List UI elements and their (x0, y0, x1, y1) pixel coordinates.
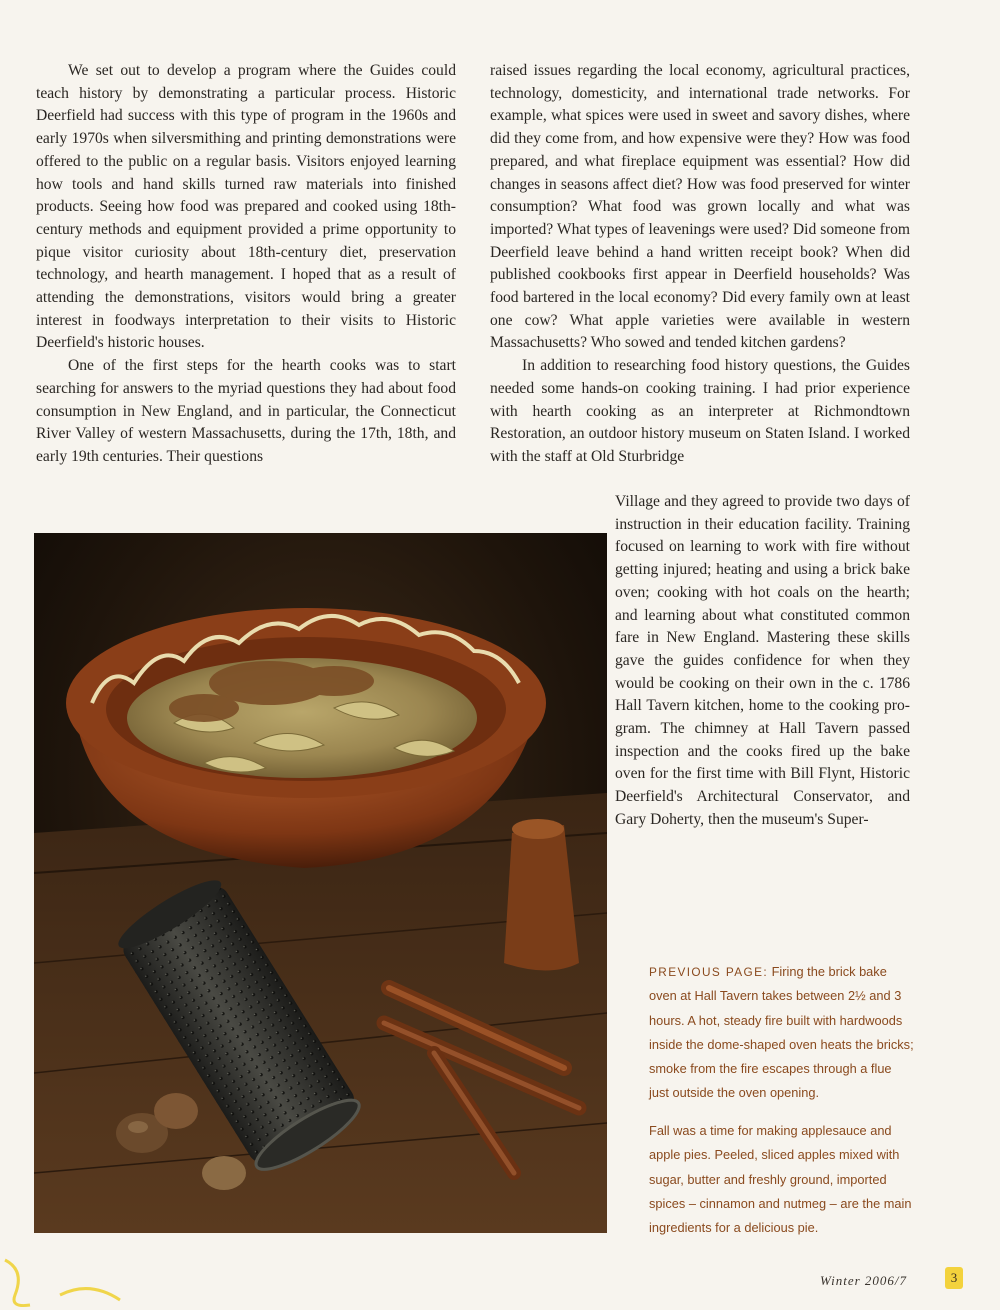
paragraph-research-questions: One of the first steps for the hearth cooks was to start searching for answers to the myriad questions they had about food consumption in New England, and in particular, the Connecticut River Valley of western Massachusetts, during the 17th, 18th, and early 19th centuries. Their questions (36, 357, 456, 465)
caption-previous-label: PREVIOUS PAGE: (649, 965, 769, 979)
corner-swirl-decoration (0, 1250, 140, 1310)
paragraph-questions-continued: raised issues regarding the local economy, agricultural practices, technology, domesticity, and international trade networks. For example, what spices were used in sweet and savory dishes, where did they come from, and how expensive were they? How was food prepared, and what fireplace equipment was essential? How did changes in seasons affect diet? How was food preserved for winter consumption? What food was grown locally and what was imported? What types of leavenings were used? Did someone from Deerfield leave behind a hand written receipt book? When did published cookbooks first appear in Deerfield households? Was food bartered in the local economy? Did every family own at least one cow? What apple varieties were available in western Massachusetts? Who sowed and tended kitchen gardens? (490, 62, 910, 352)
paragraph-training-continued: Village and they agreed to provide two days of instruction in their education facility. Training focused on learning to work with fire without getting injured; heating and using a brick bake oven; cooking with hot coals on the hearth; and learning about what constituted common fare in New England. Mastering these skills gave the guides confidence for when they would be cooking on their own in the c. 1786 Hall Tavern kitchen, home to the cooking program. The chimney at Hall Tavern passed inspection and the cooks fired up the bake oven for the first time with Bill Flynt, Historic Deerfield's Architectural Conservator, and Gary Doherty, then the museum's Super- (615, 493, 910, 828)
caption-photo: Fall was a time for making applesauce and apple pies. Peeled, sliced apples mixed with sugar, butter and freshly ground, imported spices – cinnamon and nutmeg – are the main ingredients for a delicious pie. (649, 1123, 912, 1236)
right-column-top (490, 60, 910, 469)
paragraph-training: In addition to researching food history questions, the Guides needed some hands-on cooking training. I had prior experience with hearth cooking as an interpreter at Richmondtown Restoration, an outdoor history museum on Staten Island. I worked with the staff at Old Sturbridge (490, 357, 910, 465)
paragraph-program-intro: We set out to develop a program where the Guides could teach history by demonstrating a particular process. Historic Deerfield had success with this type of program in the 1960s and early 1970s when silversmithing and printing demonstrations were offered to the public on a regular basis. Visitors enjoyed learning how tools and hand skills turned raw materials into finished products. Seeing how food was prepared and cooked using 18th-century methods and equipment provided a prime opportunity to pique visitor curiosity about 18th-century diet, preservation technology, and hearth management. I hoped that as a result of attending the demonstrations, visitors would bring a greater interest in foodways interpretation to their visits to Historic Deerfield's historic houses. (36, 62, 456, 352)
caption-previous-page (649, 960, 914, 1106)
issue-label: Winter 2006/7 (820, 1273, 908, 1288)
left-column (36, 60, 456, 469)
right-column-bottom (615, 491, 910, 832)
caption-previous-text: Firing the brick bake oven at Hall Tavern takes between 2½ and 3 hours. A hot, steady fire built with hardwoods inside the dome-shaped oven heats the bricks; smoke from the fire escapes through a flue just outside the oven opening. (649, 964, 914, 1101)
page-number: 3 (945, 1267, 963, 1289)
apple-pie-photo (34, 533, 607, 1233)
